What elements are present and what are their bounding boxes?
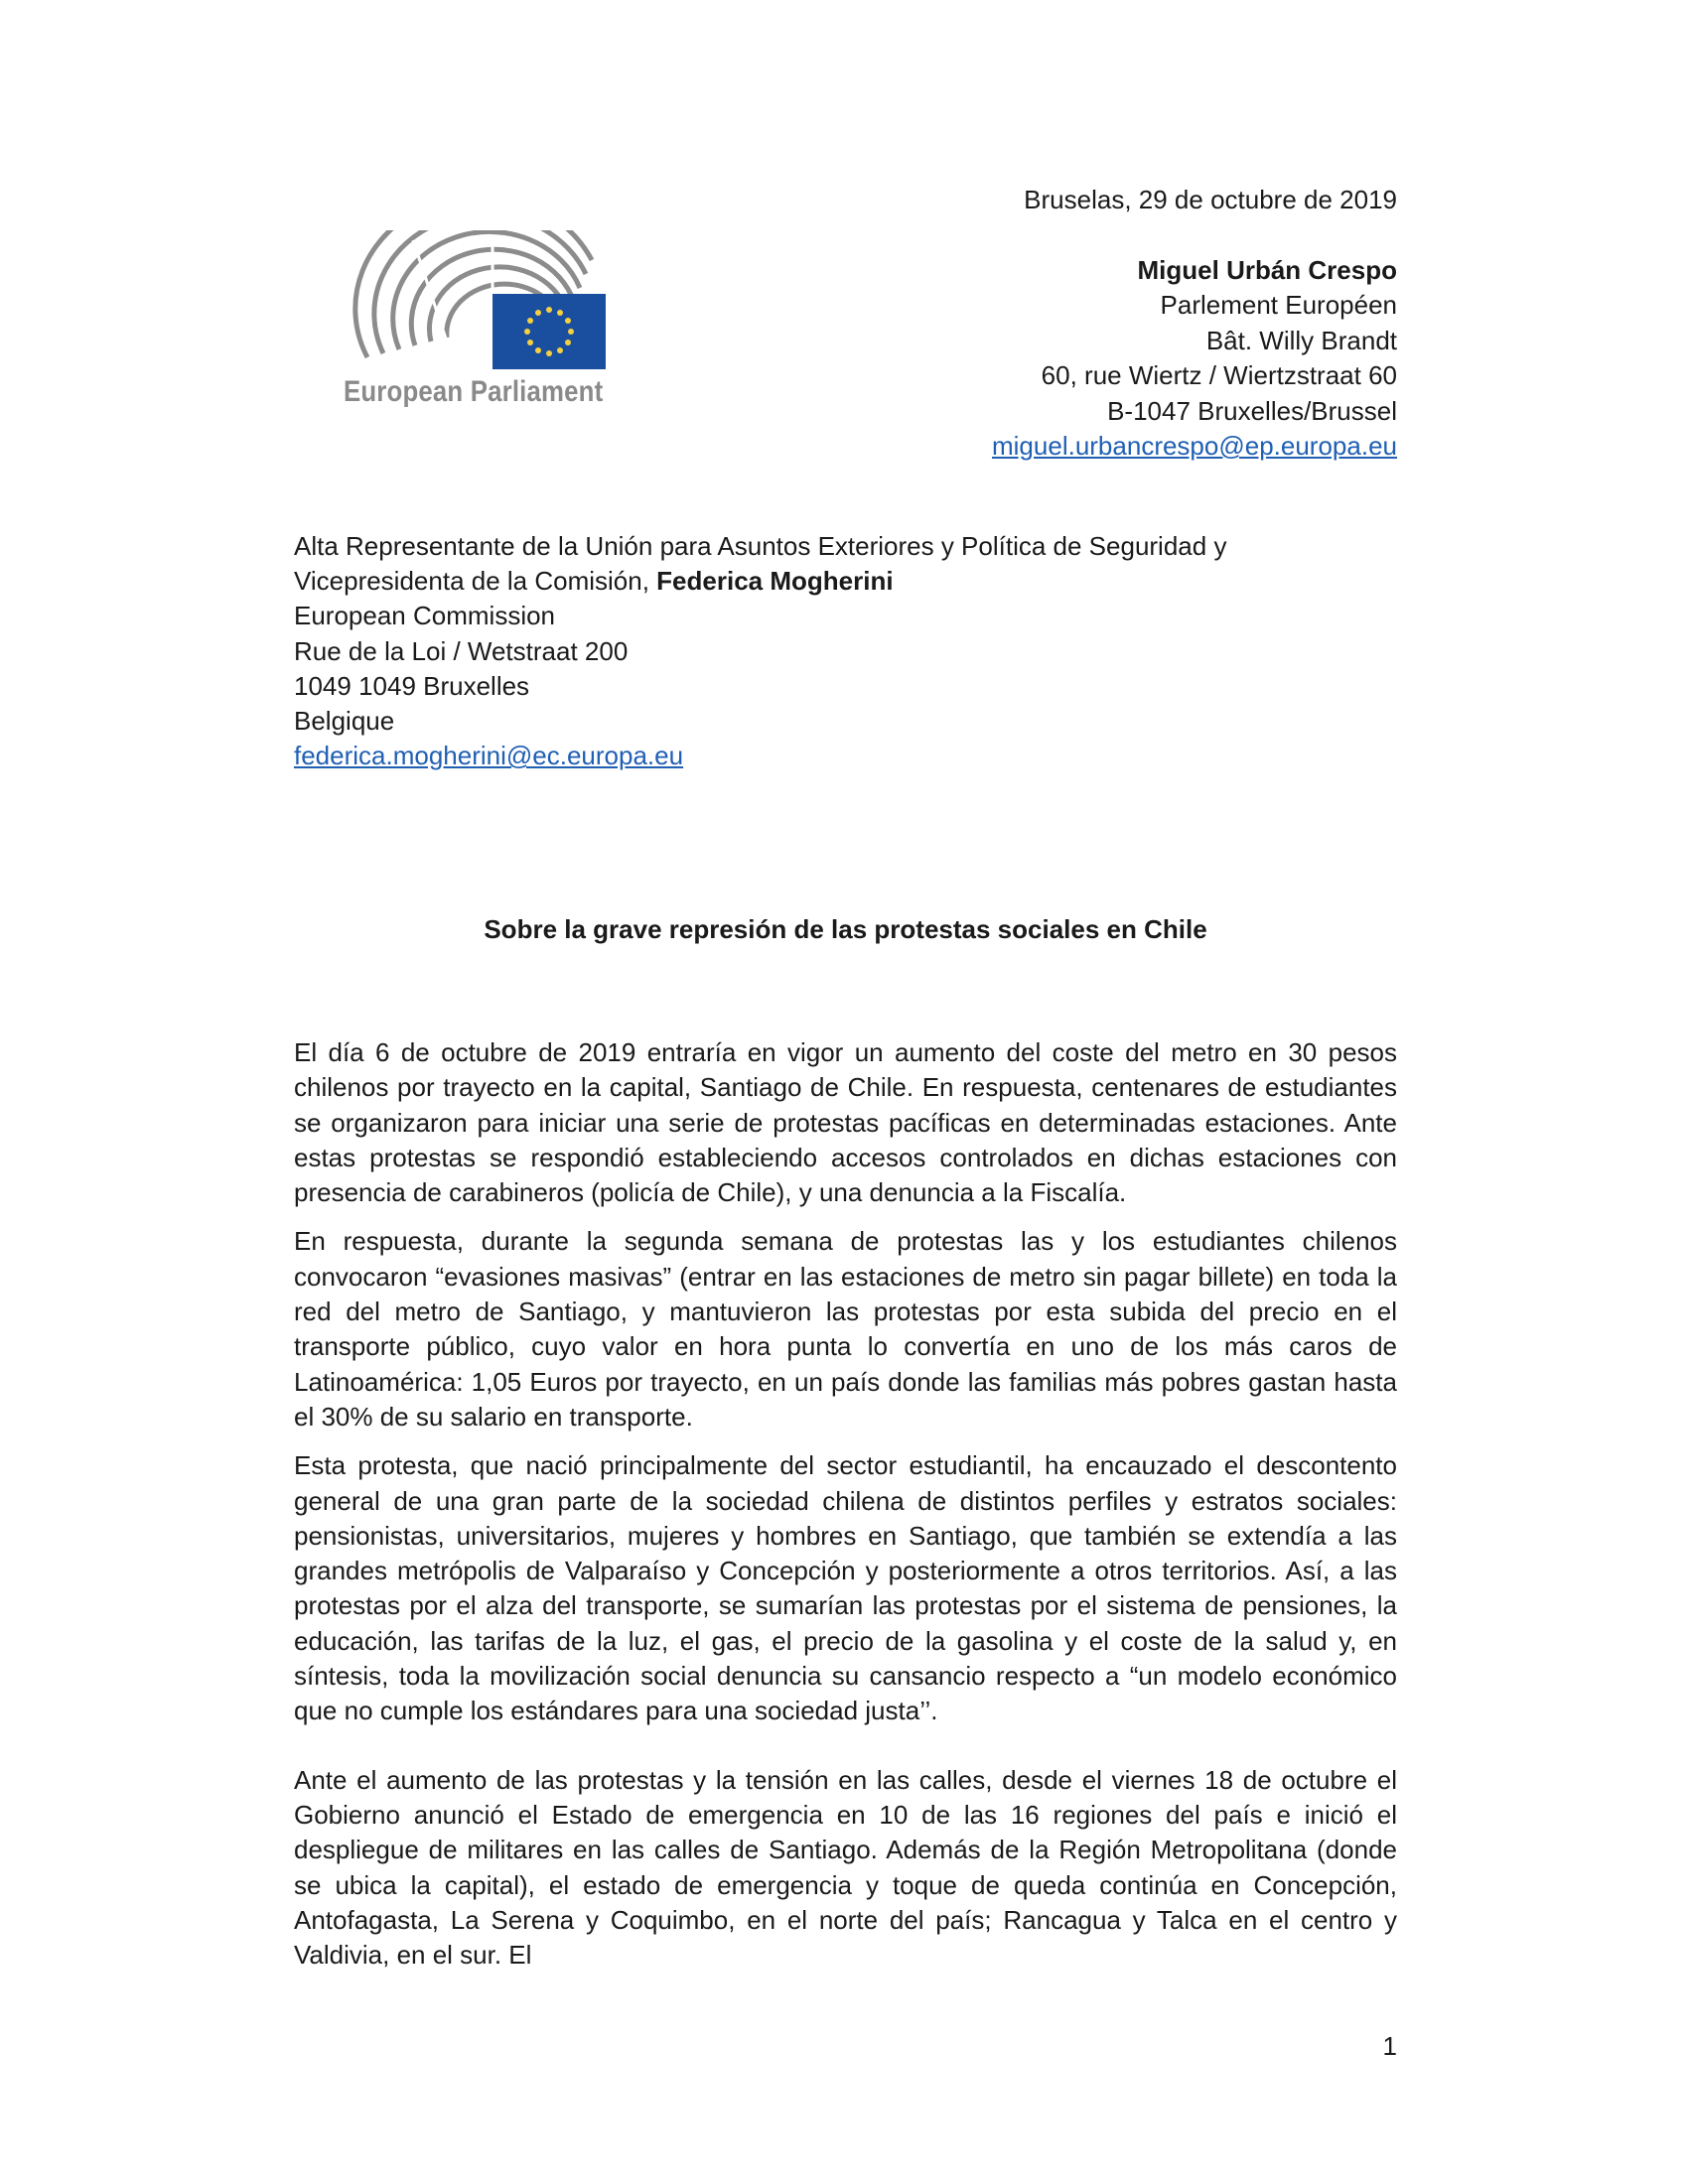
hemicycle-flag-icon (344, 230, 606, 369)
body-paragraph-1: El día 6 de octubre de 2019 entraría en vigor un aumento del coste del metro en 30 pesos chilenos por trayecto en la capital, Santiago de Chile. En respuesta, centenares de estudiantes se organizaron para iniciar una serie de protestas pacíficas en determinadas estaciones. Ante estas protestas se respondió estableciendo accesos controlados en dichas estaciones con presencia de carabineros (policía de Chile), y una denuncia a la Fiscalía. (294, 1037, 1397, 1208)
recipient-city: 1049 1049 Bruxelles (294, 670, 530, 701)
recipient-name: Federica Mogherini (656, 566, 894, 597)
sender-city: B-1047 Bruxelles/Brussel (1107, 395, 1397, 426)
recipient-street: Rue de la Loi / Wetstraat 200 (294, 635, 629, 666)
recipient-title-line1: Alta Representante de la Unión para Asuntos Exteriores y Política de Seguridad y (294, 531, 1227, 561)
recipient-title-prefix: Vicepresidenta de la Comisión, (294, 566, 657, 597)
sender-building: Bât. Willy Brandt (1205, 325, 1397, 355)
sender-block (992, 183, 1397, 465)
logo-text: European Parliament (344, 375, 604, 408)
body-paragraph-2: En respuesta, durante la segunda semana de protestas las y los estudiantes chilenos convocaron “evasiones masivas” (entrar en las estaciones de metro sin pagar billete) en toda la red del metro de Santiago, y mantuvieron las protestas por esta subida del precio en el transporte público, cuyo valor en hora punta lo convertía en uno de los más caros de Latinoamérica: 1,05 Euros por trayecto, en un país donde las familias más pobres gastan hasta el 30% de su salario en transporte. (294, 1226, 1397, 1432)
recipient-block (294, 529, 1226, 773)
body-paragraph-4: Ante el aumento de las protestas y la tensión en las calles, desde el viernes 18 de octubre el Gobierno anunció el Estado de emergencia en 10 de las 16 regiones del país e inició el despliegue de militares en las calles de Santiago. Además de la Región Metropolitana (donde se ubica la capital), el estado de emergencia y toque de queda continúa en Concepción, Antofagasta, La Serena y Coquimbo, en el norte del país; Rancagua y Talca en el centro y Valdivia, en el sur. El (294, 1764, 1397, 1971)
sender-street: 60, rue Wiertz / Wiertzstraat 60 (1041, 360, 1397, 390)
letter-date: Bruselas, 29 de octubre de 2019 (1024, 185, 1397, 214)
recipient-email-link[interactable]: federica.mogherini@ec.europa.eu (294, 741, 684, 771)
page-number: 1 (1382, 2031, 1397, 2061)
sender-institution: Parlement Européen (1160, 290, 1397, 320)
letter-body (294, 1035, 1397, 1986)
recipient-country: Belgique (294, 706, 395, 737)
european-parliament-logo (344, 230, 606, 419)
recipient-org: European Commission (294, 601, 556, 631)
recipient-title-line2 (294, 564, 1226, 599)
body-paragraph-3: Esta protesta, que nació principalmente del sector estudiantil, ha encauzado el descontento general de una gran parte de la sociedad chilena de distintos perfiles y estratos sociales: pensionistas, universitarios, mujeres y hombres en Santiago, que también se extendía a las grandes metrópolis de Valparaíso y Concepción y posteriormente a otros territorios. Así, a las protestas por el alza del transporte, se sumarían las protestas por el sistema de pensiones, la educación, las tarifas de la luz, el gas, el precio de la gasolina y el coste de la salud y, en síntesis, toda la movilización social denuncia su cansancio respecto a “un modelo económico que no cumple los estándares para una sociedad justa’’. (294, 1450, 1397, 1726)
sender-email-link[interactable]: miguel.urbancrespo@ep.europa.eu (992, 431, 1397, 461)
letter-subject: Sobre la grave represión de las protestas sociales en Chile (484, 914, 1207, 944)
sender-name: Miguel Urbán Crespo (1137, 254, 1397, 285)
